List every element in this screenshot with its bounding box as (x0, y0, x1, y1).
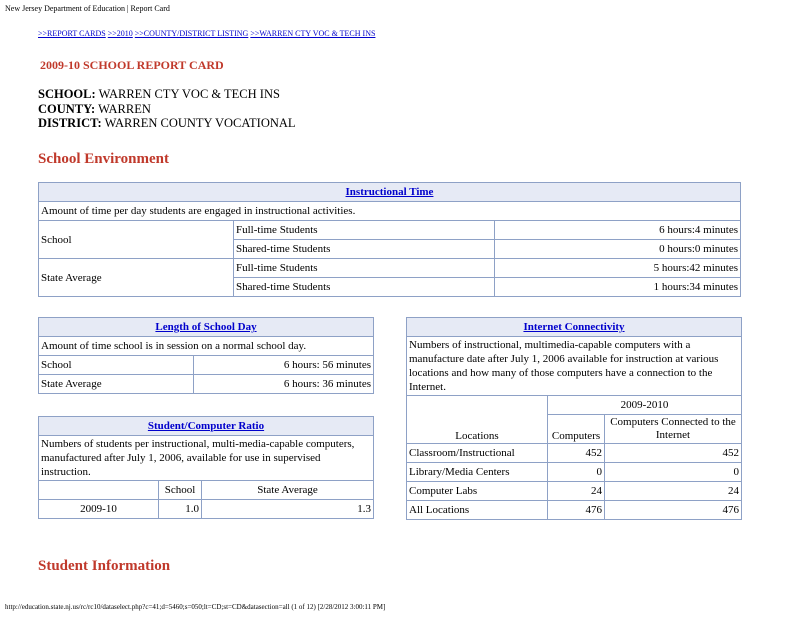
section-student-information: Student Information (38, 558, 171, 574)
internet-location: Library/Media Centers (407, 463, 548, 482)
internet-location: All Locations (407, 501, 548, 520)
instructional-school-full-label: Full-time Students (234, 221, 495, 240)
instructional-school-shared-label: Shared-time Students (234, 240, 495, 259)
length-state-value: 6 hours: 36 minutes (194, 375, 374, 394)
internet-computers: 476 (548, 501, 605, 520)
breadcrumb-report-cards[interactable]: >>REPORT CARDS (38, 29, 106, 38)
internet-location: Computer Labs (407, 482, 548, 501)
length-state-label: State Average (39, 375, 194, 394)
instructional-state-shared-value: 1 hours:34 minutes (495, 278, 741, 297)
instructional-time-caption (39, 183, 741, 202)
instructional-state-shared-label: Shared-time Students (234, 278, 495, 297)
ratio-school-value: 1.0 (159, 500, 202, 519)
ratio-link[interactable]: Student/Computer Ratio (147, 420, 265, 432)
ratio-header-school: School (159, 481, 202, 500)
county-label: COUNTY: (38, 101, 96, 116)
table-row (407, 463, 742, 482)
internet-header-year: 2009-2010 (548, 396, 742, 415)
instructional-state-full-value: 5 hours:42 minutes (495, 259, 741, 278)
county-name: WARREN (98, 101, 151, 116)
ratio-state-value: 1.3 (202, 500, 374, 519)
internet-computers: 452 (548, 444, 605, 463)
internet-description: Numbers of instructional, multimedia-capable computers with a manufacture date after July 1, 2006 available for instruction at various locations and how many of those computers have a connection to the Internet. (407, 337, 742, 396)
internet-header-connected: Computers Connected to the Internet (605, 415, 742, 444)
student-computer-ratio-table (38, 416, 374, 519)
internet-caption (407, 318, 742, 337)
district-name: WARREN COUNTY VOCATIONAL (104, 116, 296, 130)
instructional-time-description: Amount of time per day students are engaged in instructional activities. (39, 202, 741, 221)
section-school-environment: School Environment (38, 151, 169, 167)
instructional-school-full-value: 6 hours:4 minutes (495, 221, 741, 240)
ratio-header-empty (39, 481, 159, 500)
instructional-state-full-label: Full-time Students (234, 259, 495, 278)
school-label: SCHOOL: (38, 87, 96, 101)
footer-url: http://education.state.nj.us/rc/rc10/dataselect.php?c=41;d=5460;s=050;lt=CD;st=CD&datasection=all (1 of 12) [2/28/2012 3:00:11 PM] (5, 603, 386, 611)
internet-connected: 452 (605, 444, 742, 463)
breadcrumb-2010[interactable]: >>2010 (107, 29, 133, 38)
length-of-day-caption (39, 318, 374, 337)
school-info (38, 87, 296, 131)
instructional-state-label: State Average (39, 259, 234, 297)
instructional-time-table (38, 182, 741, 297)
breadcrumb (38, 29, 375, 38)
internet-header-locations: Locations (407, 396, 548, 444)
internet-connected: 0 (605, 463, 742, 482)
length-school-value: 6 hours: 56 minutes (194, 356, 374, 375)
length-school-label: School (39, 356, 194, 375)
window-title: New Jersey Department of Education | Report Card (5, 4, 170, 13)
internet-header-computers: Computers (548, 415, 605, 444)
school-name: WARREN CTY VOC & TECH INS (98, 87, 280, 101)
internet-link[interactable]: Internet Connectivity (523, 321, 625, 333)
table-row (407, 501, 742, 520)
internet-computers: 24 (548, 482, 605, 501)
length-of-day-link[interactable]: Length of School Day (155, 321, 257, 333)
instructional-school-shared-value: 0 hours:0 minutes (495, 240, 741, 259)
table-row (407, 482, 742, 501)
length-of-day-table (38, 317, 374, 394)
instructional-school-label: School (39, 221, 234, 259)
report-title: 2009-10 SCHOOL REPORT CARD (40, 58, 224, 72)
ratio-caption (39, 417, 374, 436)
length-of-day-description: Amount of time school is in session on a normal school day. (39, 337, 374, 356)
ratio-description: Numbers of students per instructional, multi-media-capable computers, manufactured after July 1, 2006, available for use in supervised instruction. (39, 436, 374, 481)
internet-connectivity-table (406, 317, 742, 520)
ratio-year: 2009-10 (39, 500, 159, 519)
internet-connected: 24 (605, 482, 742, 501)
breadcrumb-county-district[interactable]: >>COUNTY/DISTRICT LISTING (134, 29, 249, 38)
district-label: DISTRICT: (38, 116, 102, 130)
internet-computers: 0 (548, 463, 605, 482)
breadcrumb-school[interactable]: >>WARREN CTY VOC & TECH INS (250, 29, 376, 38)
internet-connected: 476 (605, 501, 742, 520)
ratio-header-state: State Average (202, 481, 374, 500)
instructional-time-link[interactable]: Instructional Time (345, 186, 434, 198)
table-row (407, 444, 742, 463)
internet-location: Classroom/Instructional (407, 444, 548, 463)
